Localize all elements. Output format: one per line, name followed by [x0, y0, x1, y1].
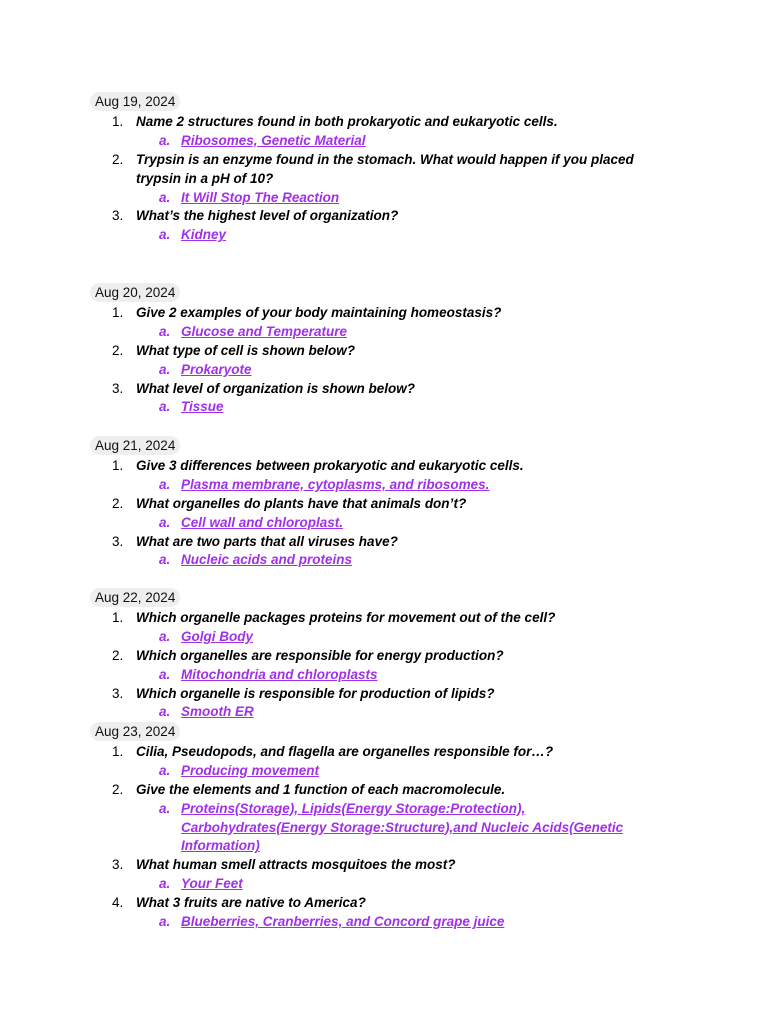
answer-link[interactable]: Your Feet: [181, 876, 243, 892]
answer-letter: a.: [159, 476, 171, 492]
answer-line: [0, 188, 768, 207]
answer-line: [0, 513, 768, 532]
list-number: 3.: [112, 685, 124, 701]
answer-link[interactable]: Tissue: [181, 399, 224, 415]
answer-line: [0, 225, 768, 244]
date-chip[interactable]: Aug 23, 2024: [90, 722, 180, 741]
answer-link[interactable]: Cell wall and chloroplast.: [181, 514, 344, 530]
question-line: [0, 169, 768, 188]
answer-link[interactable]: Information): [181, 838, 260, 854]
answer-line: [0, 874, 768, 893]
question-line: [0, 855, 768, 874]
answer-letter: a.: [159, 876, 171, 892]
answer-link[interactable]: Mitochondria and chloroplasts: [181, 666, 378, 682]
list-number: 3.: [112, 857, 124, 873]
answer-link[interactable]: Smooth ER: [181, 704, 254, 720]
list-number: 3.: [112, 380, 124, 396]
question-text: Which organelles are responsible for energy production?: [136, 647, 504, 663]
question-text: Which organelle packages proteins for movement out of the cell?: [136, 609, 556, 625]
list-number: 3.: [112, 533, 124, 549]
list-number: 1.: [112, 457, 124, 473]
question-text: What level of organization is shown below?: [136, 380, 416, 396]
question-line: [0, 780, 768, 799]
list-number: 2.: [112, 495, 124, 511]
list-number: 1.: [112, 609, 124, 625]
question-line: [0, 303, 768, 322]
answer-line: [0, 550, 768, 569]
answer-line: [0, 761, 768, 780]
answer-line: [0, 799, 768, 818]
question-line: [0, 456, 768, 475]
question-line: [0, 379, 768, 398]
answer-line: [0, 836, 768, 855]
list-number: 3.: [112, 208, 124, 224]
question-line: [0, 646, 768, 665]
answer-link[interactable]: It Will Stop The Reaction: [181, 189, 340, 205]
answer-link[interactable]: Kidney: [181, 227, 227, 243]
question-text: What 3 fruits are native to America?: [136, 895, 366, 911]
list-number: 1.: [112, 743, 124, 759]
list-number: 2.: [112, 151, 124, 167]
list-number: 1.: [112, 113, 124, 129]
answer-letter: a.: [159, 514, 171, 530]
question-text: Name 2 structures found in both prokaryotic and eukaryotic cells.: [136, 113, 558, 129]
question-text: Give 2 examples of your body maintaining homeostasis?: [136, 304, 502, 320]
answer-letter: a.: [159, 552, 171, 568]
answer-line: [0, 397, 768, 416]
question-text: What’s the highest level of organization?: [136, 208, 399, 224]
question-text: Cilia, Pseudopods, and flagella are organelles responsible for…?: [136, 743, 554, 759]
answer-letter: a.: [159, 361, 171, 377]
date-chip[interactable]: Aug 22, 2024: [90, 588, 180, 607]
answer-link[interactable]: Producing movement: [181, 762, 320, 778]
answer-line: [0, 360, 768, 379]
question-line: [0, 684, 768, 703]
list-number: 1.: [112, 304, 124, 320]
question-text: trypsin in a pH of 10?: [136, 170, 274, 186]
question-text: What type of cell is shown below?: [136, 342, 356, 358]
question-line: [0, 608, 768, 627]
answer-letter: a.: [159, 914, 171, 929]
answer-link[interactable]: Prokaryote: [181, 361, 252, 377]
question-text: What are two parts that all viruses have?: [136, 533, 398, 549]
answer-letter: a.: [159, 666, 171, 682]
question-line: [0, 742, 768, 761]
answer-link[interactable]: Blueberries, Cranberries, and Concord grape juice: [181, 914, 505, 929]
question-line: [0, 206, 768, 225]
answer-line: [0, 627, 768, 646]
answer-letter: a.: [159, 628, 171, 644]
question-text: Give 3 differences between prokaryotic and eukaryotic cells.: [136, 457, 524, 473]
question-line: [0, 532, 768, 551]
question-line: [0, 893, 768, 912]
date-chip[interactable]: Aug 20, 2024: [90, 283, 180, 302]
answer-line: [0, 131, 768, 150]
question-line: [0, 341, 768, 360]
answer-link[interactable]: Proteins(Storage), Lipids(Energy Storage:Protection),: [181, 800, 526, 816]
question-text: What human smell attracts mosquitoes the most?: [136, 857, 456, 873]
answer-letter: a.: [159, 399, 171, 415]
answer-line: [0, 702, 768, 721]
answer-line: [0, 912, 768, 931]
answer-letter: a.: [159, 132, 171, 148]
list-number: 4.: [112, 895, 124, 911]
date-chip[interactable]: Aug 21, 2024: [90, 436, 180, 455]
answer-link[interactable]: Ribosomes, Genetic Material: [181, 132, 366, 148]
answer-letter: a.: [159, 800, 171, 816]
answer-line: [0, 818, 768, 837]
answer-line: [0, 665, 768, 684]
question-line: [0, 112, 768, 131]
answer-line: [0, 322, 768, 341]
answer-letter: a.: [159, 189, 171, 205]
question-text: What organelles do plants have that animals don’t?: [136, 495, 467, 511]
answer-link[interactable]: Glucose and Temperature: [181, 323, 348, 339]
question-text: Give the elements and 1 function of each macromolecule.: [136, 781, 506, 797]
answer-link[interactable]: Plasma membrane, cytoplasms, and ribosomes.: [181, 476, 490, 492]
answer-letter: a.: [159, 762, 171, 778]
answer-letter: a.: [159, 704, 171, 720]
question-text: Trypsin is an enzyme found in the stomach. What would happen if you placed: [136, 151, 634, 167]
list-number: 2.: [112, 781, 124, 797]
question-line: [0, 494, 768, 513]
answer-letter: a.: [159, 323, 171, 339]
date-chip[interactable]: Aug 19, 2024: [90, 92, 180, 111]
question-text: Which organelle is responsible for production of lipids?: [136, 685, 495, 701]
answer-link[interactable]: Carbohydrates(Energy Storage:Structure),and Nucleic Acids(Genetic: [181, 819, 624, 835]
list-number: 2.: [112, 647, 124, 663]
answer-link[interactable]: Golgi Body: [181, 628, 253, 644]
answer-letter: a.: [159, 227, 171, 243]
answer-link[interactable]: Nucleic acids and proteins: [181, 552, 353, 568]
question-line: [0, 150, 768, 169]
answer-line: [0, 475, 768, 494]
list-number: 2.: [112, 342, 124, 358]
